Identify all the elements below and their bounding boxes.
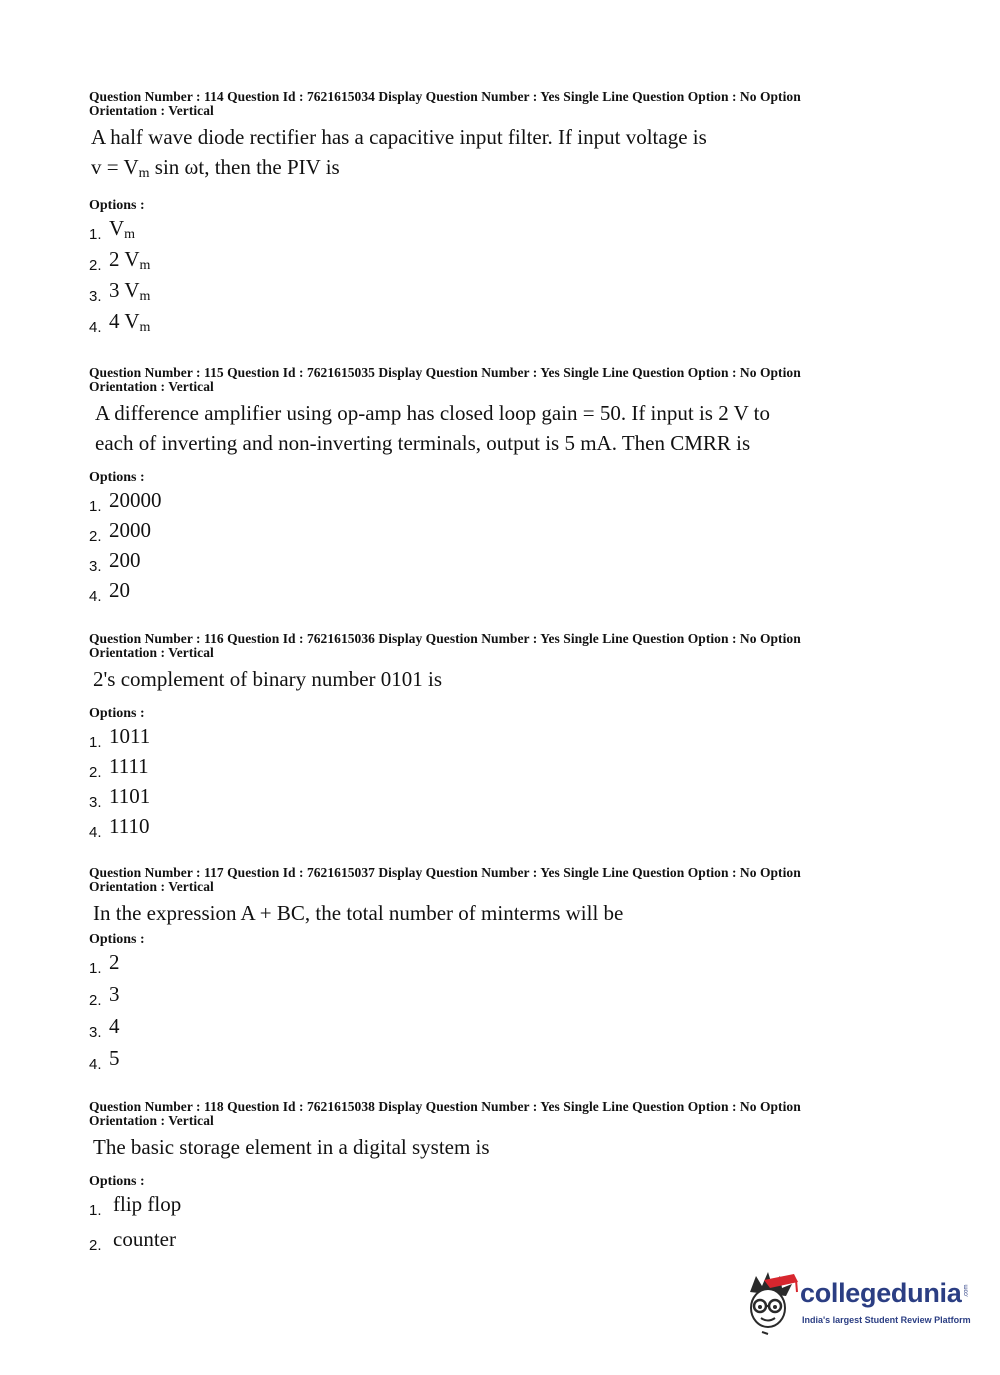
- question-line: each of inverting and non-inverting terminals, output is 5 mA. Then CMRR is: [95, 431, 751, 455]
- question-meta-orientation: Orientation : Vertical: [89, 879, 214, 894]
- option: 3. 3 V m: [89, 278, 151, 305]
- option: 2. counter: [89, 1227, 176, 1254]
- mascot-icon: [742, 1270, 800, 1336]
- option: 2. 1111: [89, 754, 149, 781]
- option: 2. 3: [89, 982, 120, 1009]
- option: 3. 200: [89, 548, 141, 575]
- option: 2. 2 V m: [89, 247, 151, 274]
- option: 1. V m: [89, 216, 136, 243]
- options-label: Options :: [89, 470, 145, 485]
- question-block-118: [89, 1100, 889, 1262]
- question-line: The basic storage element in a digital system is: [93, 1135, 490, 1159]
- options-label: Options :: [89, 198, 145, 213]
- question-line: v = Vm sin ωt, then the PIV is: [91, 155, 340, 181]
- question-meta-orientation: Orientation : Vertical: [89, 379, 214, 394]
- question-meta-orientation: Orientation : Vertical: [89, 103, 214, 118]
- option: 3. 1101: [89, 784, 151, 811]
- question-meta: Question Number : 118 Question Id : 7621615038 Display Question Number : Yes Single Line Question Option : No Option: [89, 1099, 801, 1114]
- options-label: Options :: [89, 1174, 145, 1189]
- logo-name: collegedunia: [800, 1278, 962, 1308]
- question-block-114: [89, 90, 889, 340]
- question-line: A difference amplifier using op-amp has closed loop gain = 50. If input is 2 V to: [95, 401, 770, 425]
- option: 2. 2000: [89, 518, 151, 545]
- question-text: [91, 122, 889, 186]
- question-meta: Question Number : 117 Question Id : 7621615037 Display Question Number : Yes Single Line Question Option : No Option: [89, 865, 801, 880]
- question-text: [93, 898, 889, 928]
- option: 1. flip flop: [89, 1192, 182, 1219]
- question-text: [93, 1132, 889, 1162]
- question-line: 2's complement of binary number 0101 is: [93, 667, 443, 691]
- option: 4. 4 V m: [89, 309, 151, 336]
- option: 4. 20: [89, 578, 130, 605]
- options-label: Options :: [89, 706, 145, 721]
- collegedunia-logo: [742, 1270, 972, 1340]
- question-meta-orientation: Orientation : Vertical: [89, 645, 214, 660]
- question-meta: Question Number : 115 Question Id : 7621615035 Display Question Number : Yes Single Line Question Option : No Option: [89, 365, 801, 380]
- option: 1. 20000: [89, 488, 162, 515]
- option: 3. 4: [89, 1014, 120, 1041]
- logo-suffix: .com: [963, 1284, 970, 1298]
- option: 4. 5: [89, 1046, 120, 1073]
- question-line: A half wave diode rectifier has a capacitive input filter. If input voltage is: [91, 125, 707, 149]
- question-meta-orientation: Orientation : Vertical: [89, 1113, 214, 1128]
- option: 4. 1110: [89, 814, 150, 841]
- question-meta: Question Number : 116 Question Id : 7621615036 Display Question Number : Yes Single Line Question Option : No Option: [89, 631, 801, 646]
- question-text: [93, 664, 889, 694]
- question-block-116: [89, 632, 889, 844]
- option: 1. 1011: [89, 724, 151, 751]
- question-line: In the expression A + BC, the total number of minterms will be: [93, 901, 624, 925]
- logo-tagline: India's largest Student Review Platform: [802, 1315, 971, 1325]
- question-block-117: [89, 866, 889, 1078]
- question-meta: Question Number : 114 Question Id : 7621615034 Display Question Number : Yes Single Line Question Option : No Option: [89, 89, 801, 104]
- question-block-115: [89, 366, 889, 608]
- options-label: Options :: [89, 932, 145, 947]
- option: 1. 2: [89, 950, 120, 977]
- question-text: [95, 398, 889, 458]
